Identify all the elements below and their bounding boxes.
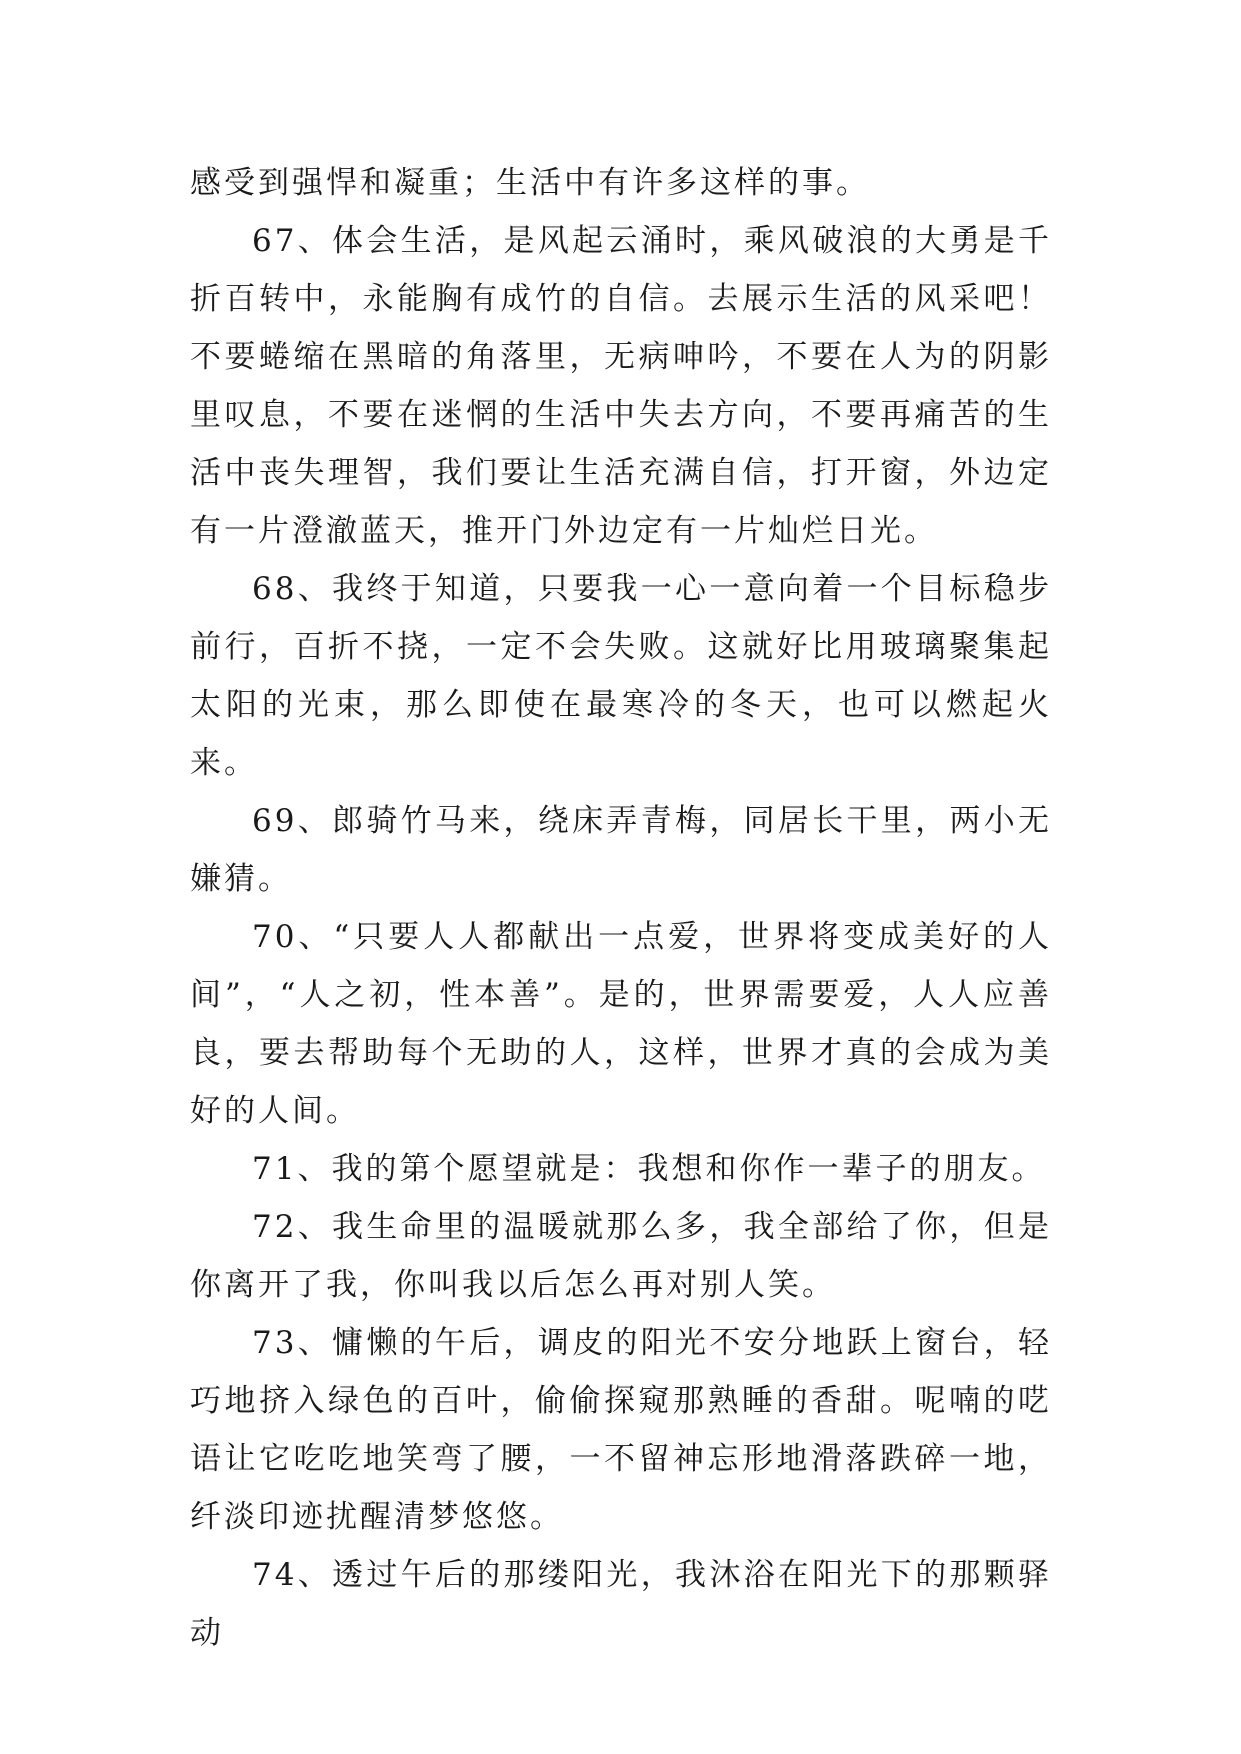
paragraph-68: 68、我终于知道，只要我一心一意向着一个目标稳步前行，百折不挠，一定不会失败。这就好比用玻璃聚集起太阳的光束，那么即使在最寒冷的冬天，也可以燃起火来。	[190, 571, 1052, 781]
paragraph-74: 74、透过午后的那缕阳光，我沐浴在阳光下的那颗驿动	[190, 1557, 1052, 1651]
paragraph-70: 70、“只要人人都献出一点爱，世界将变成美好的人间”，“人之初，性本善”。是的，世界需要爱，人人应善良，要去帮助每个无助的人，这样，世界才真的会成为美好的人间。	[190, 919, 1052, 1129]
document-body	[190, 154, 1052, 1662]
paragraph-71: 71、我的第个愿望就是：我想和你作一辈子的朋友。	[252, 1151, 1046, 1187]
paragraph-72: 72、我生命里的温暖就那么多，我全部给了你，但是你离开了我，你叫我以后怎么再对别人笑。	[190, 1209, 1052, 1303]
paragraph-69: 69、郎骑竹马来，绕床弄青梅，同居长干里，两小无嫌猜。	[190, 803, 1052, 897]
paragraph-continued: 感受到强悍和凝重；生活中有许多这样的事。	[190, 165, 870, 201]
paragraph-73: 73、慵懒的午后，调皮的阳光不安分地跃上窗台，轻巧地挤入绿色的百叶，偷偷探窥那熟睡的香甜。呢喃的呓语让它吃吃地笑弯了腰，一不留神忘形地滑落跌碎一地，纤淡印迹扰醒清梦悠悠。	[190, 1325, 1052, 1535]
paragraph-67: 67、体会生活，是风起云涌时，乘风破浪的大勇是千折百转中，永能胸有成竹的自信。去展示生活的风采吧！不要蜷缩在黑暗的角落里，无病呻吟，不要在人为的阴影里叹息，不要在迷惘的生活中失去方向，不要再痛苦的生活中丧失理智，我们要让生活充满自信，打开窗，外边定有一片澄澈蓝天，推开门外边定有一片灿烂日光。	[190, 223, 1052, 549]
